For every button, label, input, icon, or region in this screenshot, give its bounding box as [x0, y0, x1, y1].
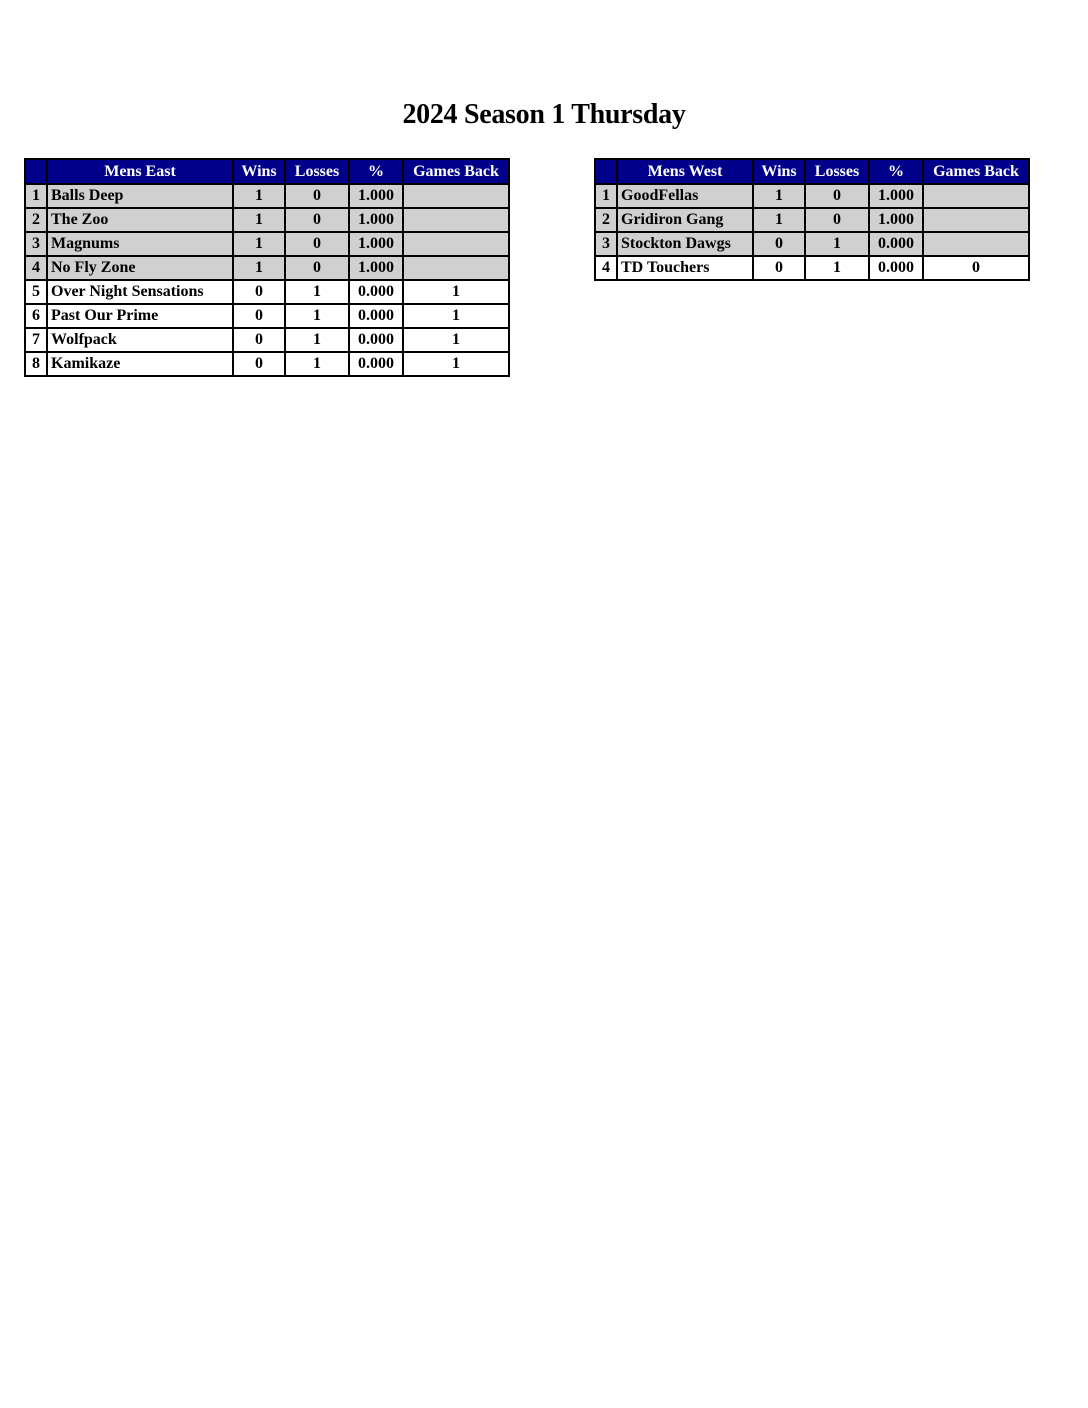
wins-column-header: Wins: [753, 159, 805, 184]
wins-cell: 1: [753, 184, 805, 208]
losses-cell: 1: [285, 280, 349, 304]
losses-cell: 1: [805, 256, 869, 280]
pct-column-header: %: [869, 159, 923, 184]
team-name-cell: Over Night Sensations: [47, 280, 233, 304]
page-title: 2024 Season 1 Thursday: [402, 99, 686, 130]
pct-cell: 0.000: [869, 232, 923, 256]
losses-column-header: Losses: [805, 159, 869, 184]
table-row: [25, 352, 509, 376]
team-name-cell: The Zoo: [47, 208, 233, 232]
rank-cell: 1: [595, 184, 617, 208]
rank-cell: 4: [595, 256, 617, 280]
division-column-header: Mens East: [47, 159, 233, 184]
division-column-header: Mens West: [617, 159, 753, 184]
rank-cell: 1: [25, 184, 47, 208]
wins-cell: 1: [233, 184, 285, 208]
team-name-cell: Kamikaze: [47, 352, 233, 376]
pct-cell: 1.000: [349, 184, 403, 208]
losses-cell: 0: [285, 184, 349, 208]
pct-cell: 0.000: [349, 352, 403, 376]
table-row: [25, 304, 509, 328]
table-row: [25, 232, 509, 256]
pct-cell: 1.000: [869, 208, 923, 232]
losses-cell: 1: [285, 304, 349, 328]
losses-cell: 1: [285, 328, 349, 352]
rank-column-header: [25, 159, 47, 184]
table-header-row: [25, 159, 509, 184]
table-row: [595, 208, 1029, 232]
mens-east-standings-table: [24, 158, 510, 377]
games-back-cell: [403, 184, 509, 208]
games-back-cell: 1: [403, 328, 509, 352]
games-back-cell: 0: [923, 256, 1029, 280]
team-name-cell: TD Touchers: [617, 256, 753, 280]
table-row: [25, 208, 509, 232]
rank-cell: 8: [25, 352, 47, 376]
pct-cell: 0.000: [869, 256, 923, 280]
team-name-cell: Stockton Dawgs: [617, 232, 753, 256]
wins-cell: 0: [753, 232, 805, 256]
wins-cell: 0: [233, 304, 285, 328]
rank-cell: 2: [25, 208, 47, 232]
pct-cell: 1.000: [349, 256, 403, 280]
rank-column-header: [595, 159, 617, 184]
losses-cell: 0: [805, 184, 869, 208]
pct-cell: 0.000: [349, 328, 403, 352]
wins-cell: 0: [233, 328, 285, 352]
team-name-cell: Balls Deep: [47, 184, 233, 208]
wins-cell: 0: [753, 256, 805, 280]
games-back-cell: [403, 232, 509, 256]
pct-cell: 1.000: [349, 208, 403, 232]
team-name-cell: Past Our Prime: [47, 304, 233, 328]
wins-cell: 0: [233, 280, 285, 304]
losses-cell: 0: [285, 232, 349, 256]
games-back-cell: 1: [403, 352, 509, 376]
table-row: [595, 232, 1029, 256]
pct-column-header: %: [349, 159, 403, 184]
losses-column-header: Losses: [285, 159, 349, 184]
table-row: [25, 256, 509, 280]
games-back-column-header: Games Back: [923, 159, 1029, 184]
losses-cell: 0: [805, 208, 869, 232]
wins-column-header: Wins: [233, 159, 285, 184]
games-back-cell: [923, 184, 1029, 208]
team-name-cell: Gridiron Gang: [617, 208, 753, 232]
losses-cell: 1: [805, 232, 869, 256]
wins-cell: 1: [753, 208, 805, 232]
rank-cell: 4: [25, 256, 47, 280]
table-row: [25, 328, 509, 352]
games-back-cell: [403, 256, 509, 280]
wins-cell: 1: [233, 232, 285, 256]
team-name-cell: GoodFellas: [617, 184, 753, 208]
wins-cell: 0: [233, 352, 285, 376]
pct-cell: 1.000: [869, 184, 923, 208]
losses-cell: 0: [285, 256, 349, 280]
pct-cell: 0.000: [349, 304, 403, 328]
games-back-cell: [923, 208, 1029, 232]
rank-cell: 5: [25, 280, 47, 304]
games-back-cell: 1: [403, 280, 509, 304]
table-row: [25, 280, 509, 304]
team-name-cell: No Fly Zone: [47, 256, 233, 280]
rank-cell: 2: [595, 208, 617, 232]
pct-cell: 1.000: [349, 232, 403, 256]
rank-cell: 7: [25, 328, 47, 352]
team-name-cell: Magnums: [47, 232, 233, 256]
games-back-cell: 1: [403, 304, 509, 328]
table-header-row: [595, 159, 1029, 184]
losses-cell: 1: [285, 352, 349, 376]
table-row: [595, 256, 1029, 280]
rank-cell: 3: [595, 232, 617, 256]
table-row: [25, 184, 509, 208]
pct-cell: 0.000: [349, 280, 403, 304]
losses-cell: 0: [285, 208, 349, 232]
team-name-cell: Wolfpack: [47, 328, 233, 352]
wins-cell: 1: [233, 208, 285, 232]
table-row: [595, 184, 1029, 208]
games-back-column-header: Games Back: [403, 159, 509, 184]
games-back-cell: [403, 208, 509, 232]
wins-cell: 1: [233, 256, 285, 280]
games-back-cell: [923, 232, 1029, 256]
rank-cell: 3: [25, 232, 47, 256]
mens-west-standings-table: [594, 158, 1030, 281]
rank-cell: 6: [25, 304, 47, 328]
